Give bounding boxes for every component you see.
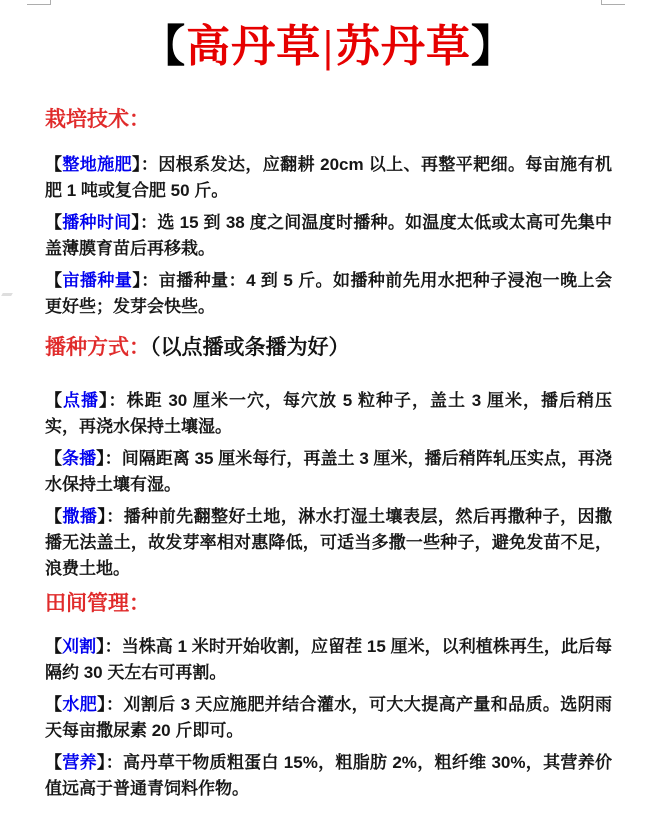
para-shuifei [45,692,612,744]
para-mu-bozhongliang [45,268,612,320]
para-label-sabo: 撒播 [62,507,98,526]
para-label-yingyang: 营养 [62,753,97,772]
title-part2: 苏丹草 [335,22,471,71]
para-text: 刈割后 3 天应施肥并结合灌水，可大大提高产量和品质。选阴雨天每亩撒尿素 20 斤即可。 [45,695,613,740]
para-dianbo [45,388,612,440]
label-close-bracket: 】： [97,695,124,714]
para-tiaobo [45,446,612,498]
label-open-bracket: 【 [45,449,63,468]
section-heading-text: 播种方式： [45,336,150,359]
title-divider: | [323,22,334,71]
margin-artifact-mark [1,293,13,296]
title-part1: 高丹草 [186,22,322,71]
label-open-bracket: 【 [45,507,63,526]
section-heading-bozhong-fangshi [45,336,612,360]
section-heading-text: 栽培技术： [45,108,150,131]
label-open-bracket: 【 [45,213,63,232]
label-close-bracket: 】： [96,449,122,468]
title-close-bracket: 】 [470,22,516,71]
para-yige [45,634,612,686]
para-text: 株距 30 厘米一穴，每穴放 5 粒种子，盖土 3 厘米，播后稍压实，再浇水保持土壤湿。 [45,391,613,436]
label-open-bracket: 【 [45,753,63,772]
para-label-tiaobo: 条播 [62,449,97,468]
page-title [45,16,612,78]
para-label-mu-bozhongliang: 亩播种量 [62,271,133,290]
para-text: 当株高 1 米时开始收割，应留茬 15 厘米，以利植株再生，此后每隔约 30 天左右可再割。 [45,637,613,682]
title-open-bracket: 【 [141,22,187,71]
label-close-bracket: 】： [99,391,127,410]
para-sabo [45,504,612,582]
para-label-yige: 刈割 [62,637,97,656]
para-text: 播种前先翻整好土地，淋水打湿土壤表层，然后再撒种子，因撒播无法盖土，故发芽率相对惠降低，可适当多撒一些种子，避免发苗不足，浪费土地。 [45,507,612,578]
label-open-bracket: 【 [45,155,63,174]
para-label-dianbo: 点播 [63,391,100,410]
para-zhengdi-shifei [45,152,612,204]
label-close-bracket: 】： [97,507,124,526]
para-text: 选 15 到 38 度之间温度时播种。如温度太低或太高可先集中盖薄膜育苗后再移栽。 [45,213,613,258]
para-label-bozhong-shijian: 播种时间 [62,213,132,232]
label-close-bracket: 】： [132,155,159,174]
para-text: 因根系发达，应翻耕 20cm 以上、再整平耙细。每亩施有机肥 1 吨或复合肥 50 斤。 [45,155,612,200]
label-open-bracket: 【 [45,391,64,410]
label-close-bracket: 】： [96,753,124,772]
label-open-bracket: 【 [45,695,63,714]
section-heading-tianjian-guanli [45,592,612,616]
label-open-bracket: 【 [45,637,63,656]
section-heading-zaipei-jishu [45,108,612,132]
label-close-bracket: 】： [132,271,159,290]
para-label-shuifei: 水肥 [62,695,98,714]
para-yingyang [45,750,612,802]
label-close-bracket: 】： [96,637,122,656]
para-bozhong-shijian [45,210,612,262]
para-label-zhengdi-shifei: 整地施肥 [62,155,133,174]
label-close-bracket: 】： [131,213,158,232]
section-heading-text: 田间管理： [45,592,150,615]
para-text: 间隔距离 35 厘米每行，再盖土 3 厘米，播后稍阵轧压实点，再浇水保持土壤有湿。 [45,449,613,494]
section-heading-note: （以点播或条播为好） [150,336,350,359]
document-content [45,0,612,802]
para-text: 亩播种量：4 到 5 斤。如播种前先用水把种子浸泡一晚上会更好些；发芽会快些。 [45,271,613,316]
label-open-bracket: 【 [45,271,63,290]
para-text: 高丹草干物质粗蛋白 15%，粗脂肪 2%，粗纤维 30%，其营养价值远高于普通青饲料作物。 [45,753,613,798]
